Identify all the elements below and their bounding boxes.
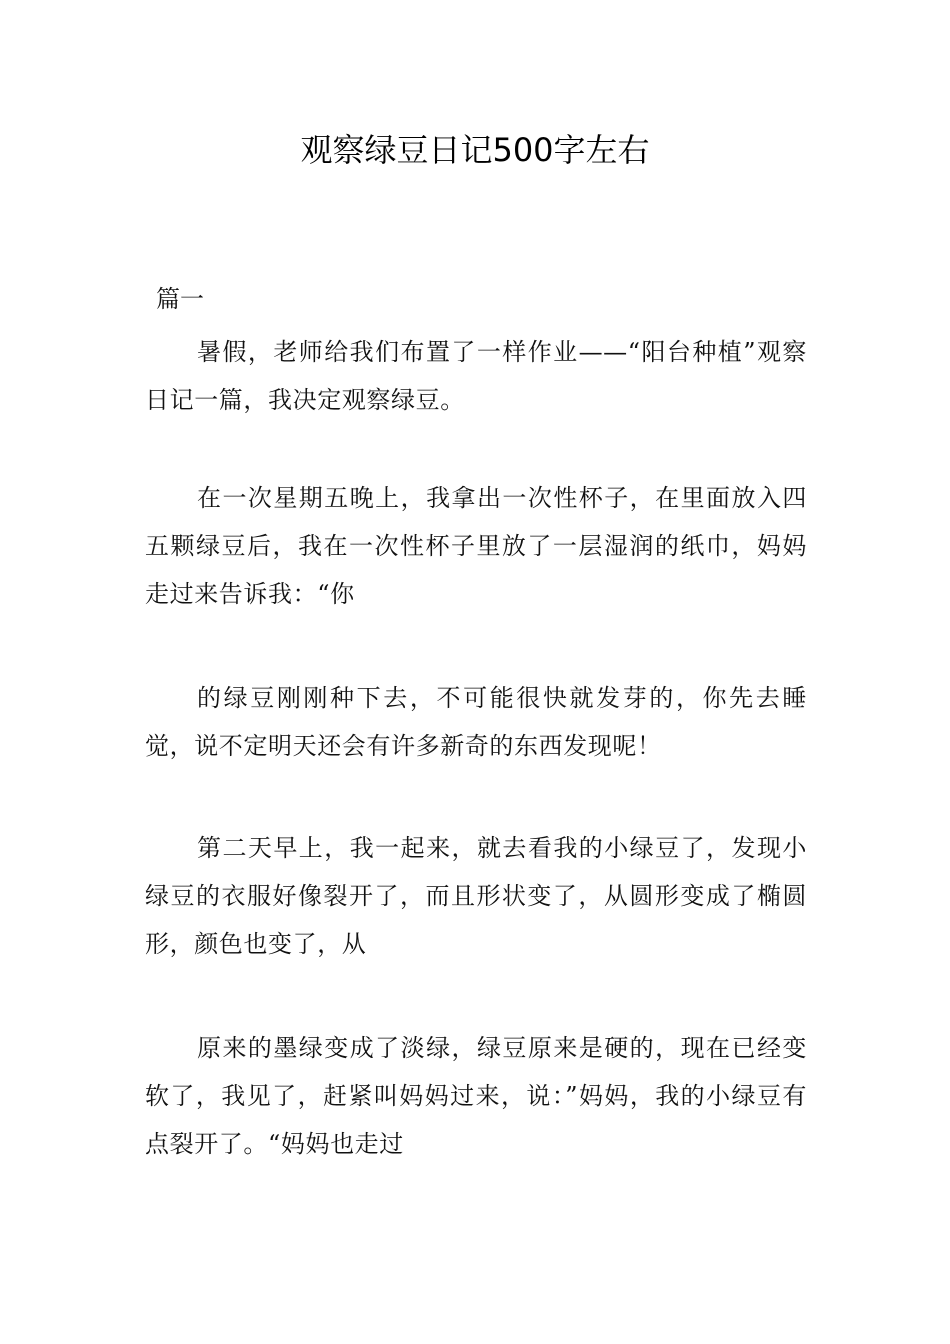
paragraph-1: 暑假，老师给我们布置了一样作业——“阳台种植”观察日记一篇，我决定观察绿豆。 (145, 338, 807, 414)
paragraph-4: 第二天早上，我一起来，就去看我的小绿豆了，发现小绿豆的衣服好像裂开了，而且形状变了，从圆形变成了椭圆形，颜色也变了，从 (145, 834, 807, 958)
section-label: 篇一 (156, 285, 204, 313)
paragraph-5: 原来的墨绿变成了淡绿，绿豆原来是硬的，现在已经变软了，我见了，赶紧叫妈妈过来，说：”妈妈，我的小绿豆有点裂开了。“妈妈也走过 (145, 1034, 807, 1158)
paragraph-3: 的绿豆刚刚种下去，不可能很快就发芽的，你先去睡觉，说不定明天还会有许多新奇的东西发现呢！ (145, 684, 807, 760)
document-title: 观察绿豆日记500字左右 (300, 131, 650, 169)
paragraph-2: 在一次星期五晚上，我拿出一次性杯子，在里面放入四五颗绿豆后，我在一次性杯子里放了一层湿润的纸巾，妈妈走过来告诉我：“你 (145, 484, 807, 608)
